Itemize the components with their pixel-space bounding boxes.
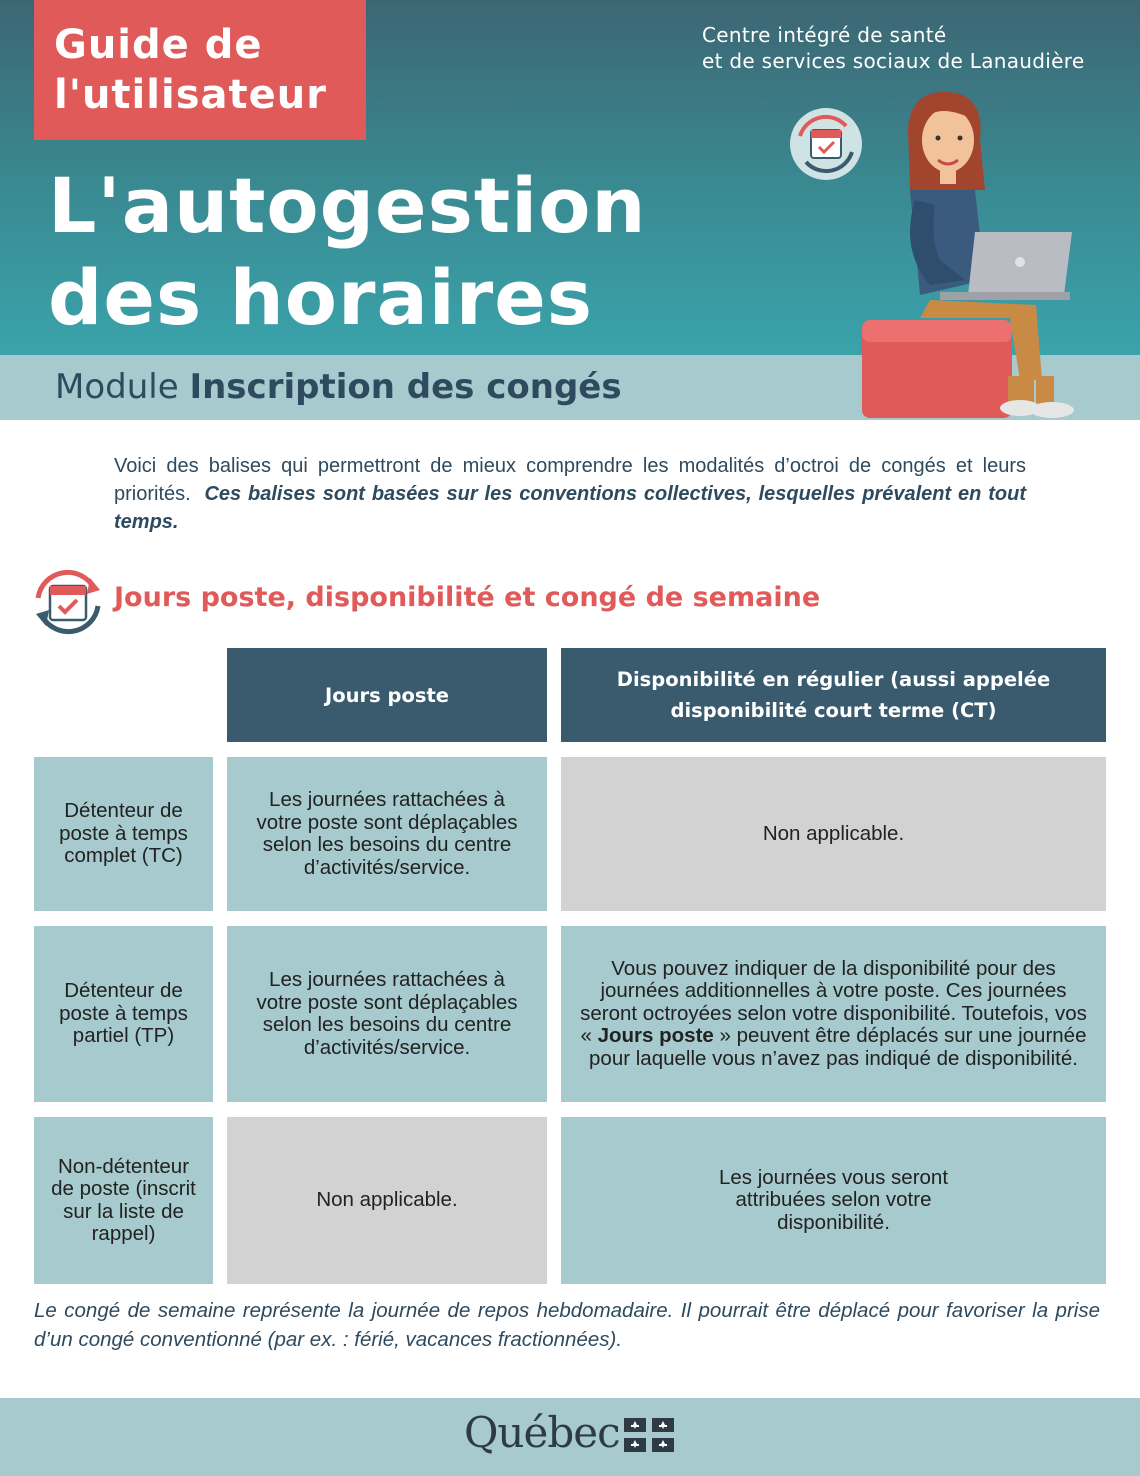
row-label-non-detenteur: Non-détenteur de poste (inscrit sur la liste de rappel) (34, 1117, 213, 1284)
tp-dispo-after: » peuvent être déplacés sur une journée pour laquelle vous n’avez pas indiqué de disponibilité. (589, 1024, 1087, 1070)
guide-badge (34, 0, 366, 140)
tp-dispo-bold: Jours poste (597, 1024, 714, 1048)
row-label-temps-partiel: Détenteur de poste à temps partiel (TP) (34, 926, 213, 1102)
badge-line-1: Guide de (54, 22, 263, 68)
cell-tc-disponibilite: Non applicable. (561, 757, 1106, 911)
intro-text: Voici des balises qui permettront de mieux comprendre les modalités d’octroi de congés et leurs priorités. (114, 455, 1026, 505)
column-header-jours-poste: Jours poste (227, 648, 547, 742)
organization-name (702, 22, 1084, 74)
cell-tp-jours-poste: Les journées rattachées à votre poste sont déplaçables selon les besoins du centre d’activités/service. (227, 926, 547, 1102)
title-line-2: des horaires (48, 253, 594, 342)
tp-dispo-before: Vous pouvez indiquer de la disponibilité pour des journées additionnelles à votre poste. Ces journées seront octroyées selon votre disponibilité. Toutefois, vos « (580, 956, 1087, 1048)
woman-laptop-illustration (780, 80, 1100, 425)
footnote: Le congé de semaine représente la journée de repos hebdomadaire. Il pourrait être déplacé pour favoriser la prise d’un congé conventionné (par ex. : férié, vacances fractionnées). (34, 1299, 1100, 1351)
quebec-logo-text: Québec (464, 1408, 620, 1457)
module-prefix: Module (55, 367, 179, 407)
calendar-refresh-icon (32, 568, 104, 636)
page-title (48, 160, 647, 344)
cell-tp-disponibilite (561, 926, 1106, 1102)
cell-nd-disponibilite: Les journées vous seront attribuées selon votre disponibilité. (561, 1117, 1106, 1284)
module-title (55, 367, 622, 407)
cell-nd-jours-poste: Non applicable. (227, 1117, 547, 1284)
calendar-icon (790, 108, 862, 180)
module-name: Inscription des congés (189, 367, 622, 407)
org-line-1: Centre intégré de santé (702, 23, 947, 47)
org-line-2: et de services sociaux de Lanaudière (702, 49, 1085, 73)
title-line-1: L'autogestion (48, 161, 647, 250)
column-header-disponibilite: Disponibilité en régulier (aussi appelée disponibilité court terme (CT) (561, 648, 1106, 742)
quebec-flag-icon (624, 1418, 674, 1452)
badge-line-2: l'utilisateur (54, 72, 327, 118)
section-title: Jours poste, disponibilité et congé de semaine (114, 582, 821, 613)
tp-dispo-text (577, 958, 1090, 1071)
cell-tc-jours-poste: Les journées rattachées à votre poste sont déplaçables selon les besoins du centre d’activités/service. (227, 757, 547, 911)
row-label-temps-complet: Détenteur de poste à temps complet (TC) (34, 757, 213, 911)
intro-paragraph (114, 452, 1026, 536)
intro-emphasis: Ces balises sont basées sur les conventions collectives, lesquelles prévalent en tout temps. (114, 483, 1026, 533)
